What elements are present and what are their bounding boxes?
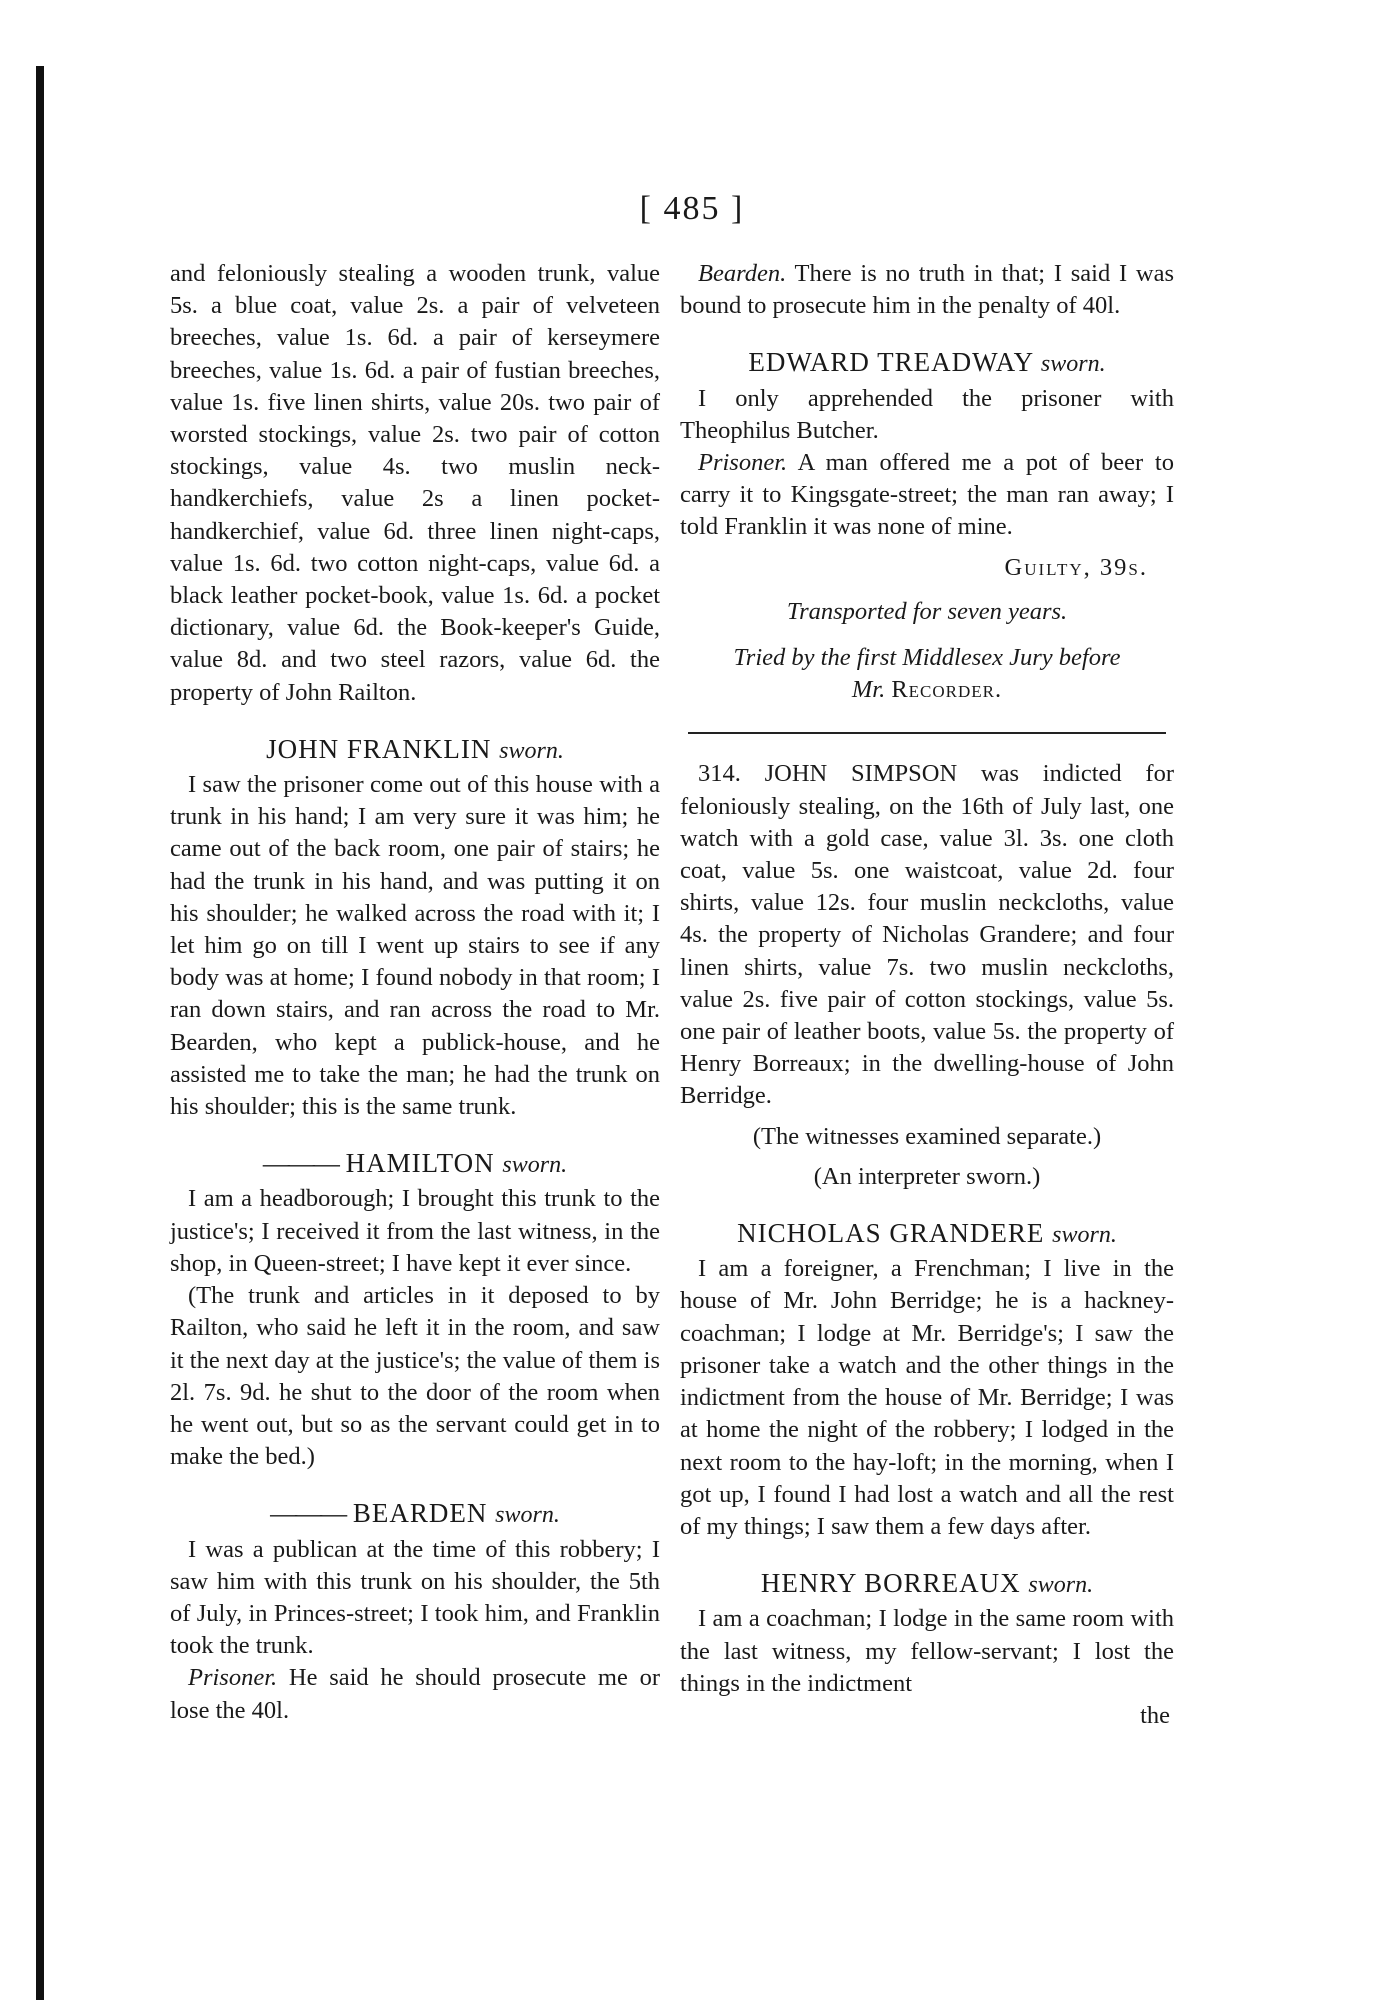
catchword: the [1140,1701,1170,1729]
sworn-label: sworn. [502,1152,568,1179]
tried-line: Tried by the first Middlesex Jury before [733,644,1121,672]
sworn-label: sworn. [1028,1572,1094,1599]
speaker-label: Prisoner. [188,1664,278,1692]
testimony-grandere: I am a foreigner, a Frenchman; I live in the house of Mr. John Berridge; he is a hackney-coachman; I lodge at Mr. Berridge's; I saw the prisoner take a watch and the other things in the indictment from the house of Mr. Berridge; I was at home the night of the robbery; I lodged in the next room to the hay-loft; in the morning, when I got up, I found I had lost a watch and all the rest of my things; I saw them a few days after. [680,1255,1174,1540]
name-dash: ——— [262,1148,338,1179]
witness-name: HAMILTON [345,1148,495,1179]
right-column [680,258,1174,1732]
binding-edge [36,66,44,2000]
sentence: Transported for seven years. [786,597,1068,625]
witness-name: NICHOLAS GRANDERE [737,1218,1045,1249]
testimony-borreaux: I am a coachman; I lodge in the same room with the last witness, my fellow-servant; I lost the things in the indictment [680,1605,1174,1697]
statement-text: There is no truth in that; I said I was bound to prosecute him in the penalty of 40l. [680,260,1174,320]
witness-name: JOHN FRANKLIN [266,733,492,764]
tried-before [680,642,1174,706]
statement-text: A man offered me a pot of beer to carry it to Kingsgate-street; the man ran away; I told Franklin it was none of mine. [680,449,1174,541]
witness-name: HENRY BORREAUX [760,1568,1021,1599]
testimony-treadway: I only apprehended the prisoner with Theophilus Butcher. [680,384,1174,444]
tried-mr: Mr. [851,676,886,704]
section-divider [688,732,1166,734]
court-note-interpreter: (An interpreter sworn.) [813,1162,1041,1190]
sworn-label: sworn. [495,1502,560,1529]
verdict: Guilty, 39s. [1004,553,1148,581]
court-note-witnesses: (The witnesses examined separate.) [752,1122,1102,1150]
witness-name: EDWARD TREADWAY [748,347,1034,378]
page-number: [ 485 ] [639,190,745,227]
witness-heading-treadway [680,346,1174,380]
prisoner-defence [680,447,1174,544]
bearden-reply [680,258,1174,322]
witness-heading-hamilton [170,1147,660,1181]
witness-heading-borreaux [680,1567,1174,1601]
sworn-label: sworn. [1040,351,1106,378]
speaker-label: Prisoner. [698,449,788,477]
court-note-trunk: (The trunk and articles in it deposed to by Railton, who said he left it in the room, and saw it the next day at the justice's; the value of them is 2l. 7s. 9d. he shut to the door of the room when he went out, but so as the servant could get in to make the bed.) [170,1282,660,1471]
witness-name: BEARDEN [352,1498,488,1529]
sworn-label: sworn. [499,737,564,764]
sworn-label: sworn. [1052,1222,1117,1249]
prisoner-statement [170,1662,660,1726]
testimony-hamilton: I am a headborough; I brought this trunk to the justice's; I received it from the last witness, in the shop, in Queen-street; I have kept it ever since. [170,1185,660,1277]
witness-heading-grandere [680,1217,1174,1251]
name-dash: ——— [270,1498,346,1529]
testimony-franklin: I saw the prisoner come out of this house with a trunk in his hand; I am very sure it was him; he came out of the back room, one pair of stairs; he had the trunk in his hand, and was putting it on his shoulder; he walked across the road with it; I let him go on till I went up stairs to see if any body was at home; I found nobody in that room; I ran down stairs, and ran across the road to Mr. Bearden, who kept a publick-house, and he assisted me to take the man; he had the trunk on his shoulder; this is the same trunk. [170,771,660,1121]
testimony-bearden: I was a publican at the time of this robbery; I saw him with this trunk on his shoulder, the 5th of July, in Princes-street; I took him, and Franklin took the trunk. [170,1535,660,1660]
statement-text: He said he should prosecute me or lose the 40l. [170,1664,660,1724]
left-column [170,258,660,1727]
witness-heading-bearden [170,1497,660,1531]
witness-heading-franklin [170,733,660,767]
speaker-label: Bearden. [698,260,787,287]
indictment-simpson: 314. JOHN SIMPSON was indicted for feloniously stealing, on the 16th of July last, one watch with a gold case, value 3l. 3s. one cloth coat, value 5s. one waistcoat, value 2d. four shirts, value 12s. four muslin neckcloths, value 4s. the property of Nicholas Grandere; and four linen shirts, value 7s. two muslin neckcloths, value 2s. five pair of cotton stockings, value 5s. one pair of leather boots, value 5s. the property of Henry Borreaux; in the dwelling-house of John Berridge. [680,760,1174,1110]
tried-recorder: Recorder. [891,676,1003,704]
indictment-continuation: and feloniously stealing a wooden trunk, value 5s. a blue coat, value 2s. a pair of velveteen breeches, value 1s. 6d. a pair of kerseymere breeches, value 1s. 6d. a pair of fustian breeches, value 1s. five linen shirts, value 20s. two pair of worsted stockings, value 2s. two pair of cotton stockings, value 4s. two muslin neck-handkerchiefs, value 2s a linen pocket-handkerchief, value 6d. three linen night-caps, value 1s. 6d. two cotton night-caps, value 6d. a black leather pocket-book, value 1s. 6d. a pocket dictionary, value 6d. the Book-keeper's Guide, value 8d. and two steel razors, value 6d. the property of John Railton. [170,260,660,706]
